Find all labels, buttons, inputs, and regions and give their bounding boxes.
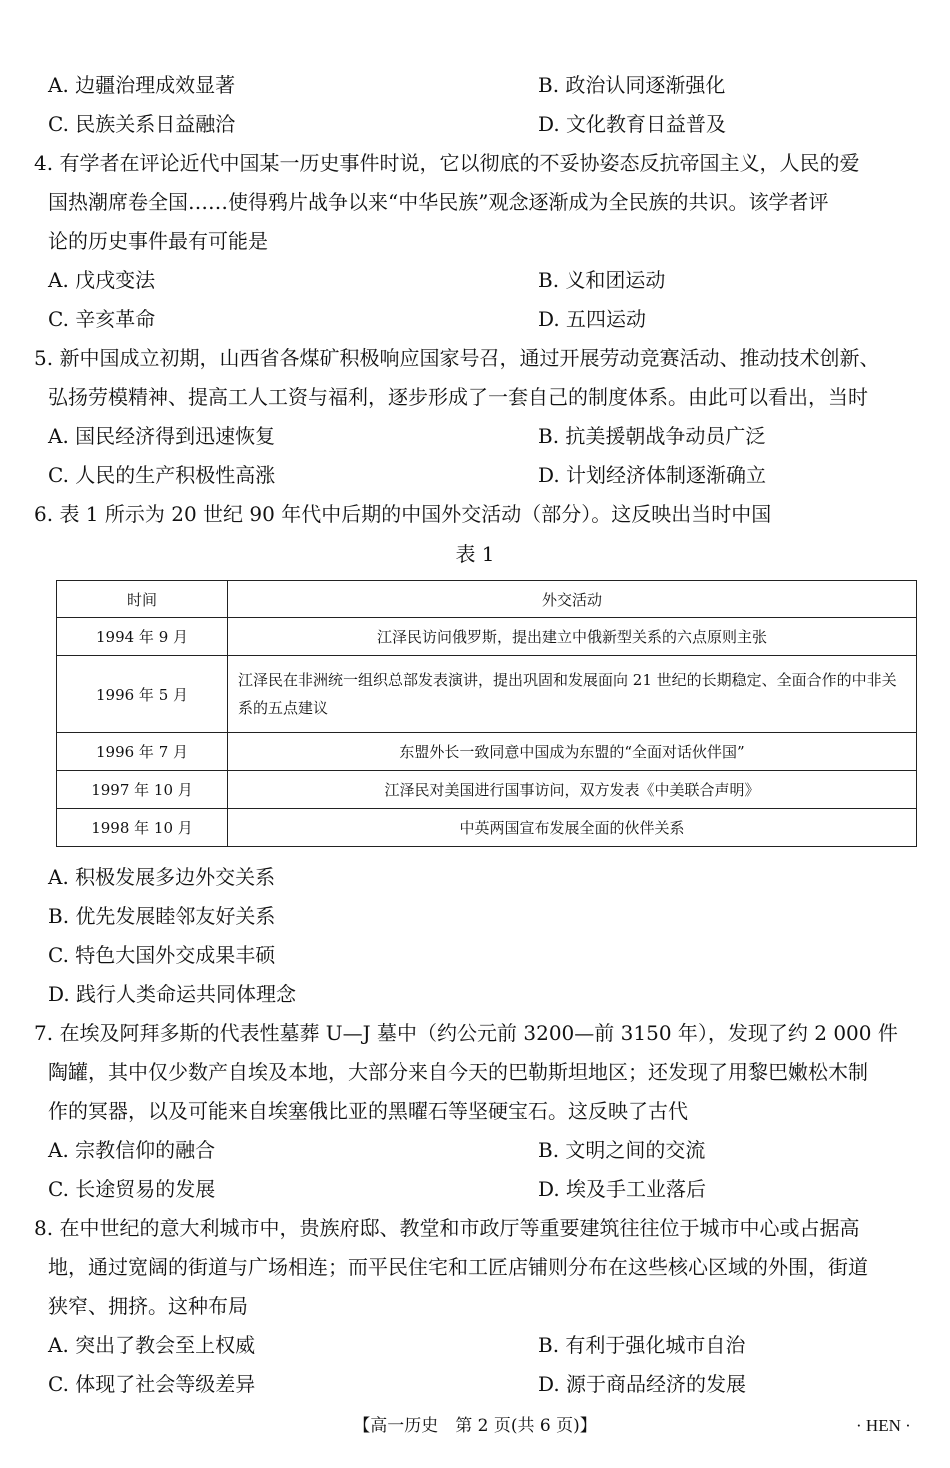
q6-option-d: D. 践行人类命运共同体理念: [48, 982, 297, 1006]
q4-option-c: C. 辛亥革命: [48, 307, 156, 331]
q8-option-c: C. 体现了社会等级差异: [48, 1372, 256, 1396]
table-cell-activity: 江泽民对美国进行国事访问，双方发表《中美联合声明》: [228, 771, 917, 809]
q4-stem-line-2: 国热潮席卷全国……使得鸦片战争以来“中华民族”观念逐渐成为全民族的共识。该学者评: [48, 190, 829, 214]
q8-option-d: D. 源于商品经济的发展: [538, 1372, 747, 1396]
q4-stem-line-1: 4. 有学者在评论近代中国某一历史事件时说，它以彻底的不妥协姿态反抗帝国主义，人民的爱: [34, 151, 860, 175]
q5-option-b: B. 抗美援朝战争动员广泛: [538, 424, 766, 448]
table-row: [57, 618, 917, 656]
table-header-time: 时间: [57, 581, 228, 618]
table-cell-activity: 东盟外长一致同意中国成为东盟的“全面对话伙伴国”: [228, 733, 917, 771]
q6-stem-line-1: 6. 表 1 所示为 20 世纪 90 年代中后期的中国外交活动（部分）。这反映出当时中国: [34, 502, 772, 526]
page-footer: 【高一历史 第 2 页(共 6 页)】: [353, 1416, 597, 1436]
q8-option-b: B. 有利于强化城市自治: [538, 1333, 746, 1357]
q4-option-a: A. 戊戌变法: [48, 268, 156, 292]
table-row: [57, 733, 917, 771]
q7-stem-line-2: 陶罐，其中仅少数产自埃及本地，大部分来自今天的巴勒斯坦地区；还发现了用黎巴嫩松木制: [48, 1060, 868, 1084]
q5-option-c: C. 人民的生产积极性高涨: [48, 463, 276, 487]
q7-stem-line-1: 7. 在埃及阿拜多斯的代表性墓葬 U—J 墓中（约公元前 3200—前 3150 年），发现了约 2 000 件: [34, 1021, 898, 1045]
q3-option-d: D. 文化教育日益普及: [538, 112, 727, 136]
q3-option-c: C. 民族关系日益融洽: [48, 112, 236, 136]
diplomacy-table: [56, 580, 917, 847]
q8-option-a: A. 突出了教会至上权威: [48, 1333, 256, 1357]
q7-option-c: C. 长途贸易的发展: [48, 1177, 216, 1201]
q6-option-a: A. 积极发展多边外交关系: [48, 865, 276, 889]
q7-option-a: A. 宗教信仰的融合: [48, 1138, 216, 1162]
q3-option-a: A. 边疆治理成效显著: [48, 73, 236, 97]
table-cell-time: 1996 年 5 月: [57, 656, 228, 733]
table-header-row: [57, 581, 917, 618]
table-header-activity: 外交活动: [228, 581, 917, 618]
q8-stem-line-2: 地，通过宽阔的街道与广场相连；而平民住宅和工匠店铺则分布在这些核心区域的外围，街道: [48, 1255, 868, 1279]
q7-option-d: D. 埃及手工业落后: [538, 1177, 707, 1201]
q8-stem-line-3: 狭窄、拥挤。这种布局: [48, 1294, 248, 1318]
q8-stem-line-1: 8. 在中世纪的意大利城市中，贵族府邸、教堂和市政厅等重要建筑往往位于城市中心或占据高: [34, 1216, 860, 1240]
q6-option-c: C. 特色大国外交成果丰硕: [48, 943, 276, 967]
table-cell-time: 1996 年 7 月: [57, 733, 228, 771]
q5-option-d: D. 计划经济体制逐渐确立: [538, 463, 767, 487]
table-row: [57, 809, 917, 847]
table-row: [57, 771, 917, 809]
q4-stem-line-3: 论的历史事件最有可能是: [48, 229, 268, 253]
table-row: [57, 656, 917, 733]
q3-option-b: B. 政治认同逐渐强化: [538, 73, 726, 97]
table-cell-activity: 江泽民在非洲统一组织总部发表演讲，提出巩固和发展面向 21 世纪的长期稳定、全面合作的中非关系的五点建议: [228, 656, 917, 733]
table-title: 表 1: [455, 542, 495, 566]
q5-stem-line-2: 弘扬劳模精神、提高工人工资与福利，逐步形成了一套自己的制度体系。由此可以看出，当时: [48, 385, 868, 409]
q6-option-b: B. 优先发展睦邻友好关系: [48, 904, 276, 928]
table-cell-time: 1994 年 9 月: [57, 618, 228, 656]
table-cell-activity: 江泽民访问俄罗斯，提出建立中俄新型关系的六点原则主张: [228, 618, 917, 656]
table-cell-activity: 中英两国宣布发展全面的伙伴关系: [228, 809, 917, 847]
table-cell-time: 1997 年 10 月: [57, 771, 228, 809]
q7-option-b: B. 文明之间的交流: [538, 1138, 706, 1162]
table-cell-time: 1998 年 10 月: [57, 809, 228, 847]
q5-stem-line-1: 5. 新中国成立初期，山西省各煤矿积极响应国家号召，通过开展劳动竞赛活动、推动技术创新、: [34, 346, 880, 370]
q4-option-b: B. 义和团运动: [538, 268, 666, 292]
q4-option-d: D. 五四运动: [538, 307, 647, 331]
q5-option-a: A. 国民经济得到迅速恢复: [48, 424, 276, 448]
footer-code: · HEN ·: [856, 1416, 911, 1435]
q7-stem-line-3: 作的冥器，以及可能来自埃塞俄比亚的黑曜石等坚硬宝石。这反映了古代: [48, 1099, 688, 1123]
